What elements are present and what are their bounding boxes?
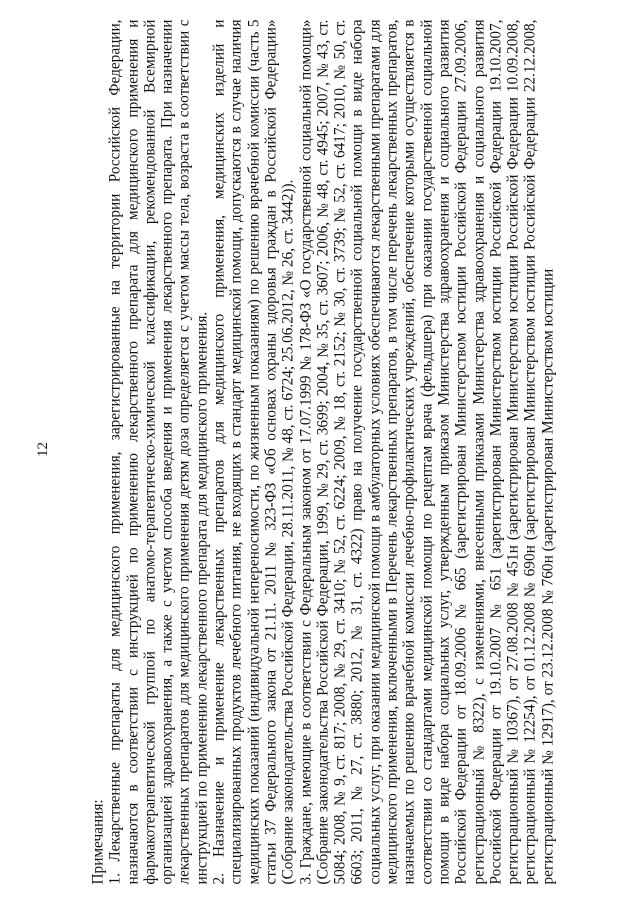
notes-block [89,19,557,885]
note-item-3: 3. Граждане, имеющие в соответствии с Федеральным законом от 17.07.1999 № 178-ФЗ «О государственной социальной помощи» (Собрание законодательства Российской Федерации, 1999, № 29, ст. 3699; 2004, № 35, ст. 3607; 2006, № 48, ст. 4945; 2007, № 43, ст. 5084; 2008, № 9, ст. 817; 2008, № 29, ст. 3410; № 52, ст. 6224; 2009, № 18, ст. 2152; № 30, ст. 3739; № 52, ст. 6417; 2010, № 50, ст. 6603; 2011, № 27, ст. 3880; 2012, № 31, ст. 4322) право на получение государственной социальной помощи в виде набора социальных услуг, при оказании медицинской помощи в амбулаторных условиях обеспечиваются лекарственными препаратами для медицинского применения, включенными в Перечень лекарственных препаратов, в том числе перечень лекарственных препаратов, назначаемых по решению врачебной комиссии лечебно-профилактических учреждений, обеспечение которыми осуществляется в соответствии со стандартами медицинской помощи по рецептам врача (фельдшера) при оказании государственной социальной помощи в виде набора социальных услуг, утвержденным приказом Министерства здравоохранения и социального развития Российской Федерации от 18.09.2006 № 665 (зарегистрирован Министерством юстиции Российской Федерации 27.09.2006, регистрационный № 8322), с изменениями, внесенными приказами Министерства здравоохранения и социального развития Российской Федерации от 19.10.2007 № 651 (зарегистрирован Министерством юстиции Российской Федерации 19.10.2007, регистрационный № 10367), от 27.08.2008 № 451н (зарегистрирован Министерством юстиции Российской Федерации 10.09.2008, регистрационный № 12254), от 01.12.2008 № 690н (зарегистрирован Министерством юстиции Российской Федерации 22.12.2008, регистрационный № 12917), от 23.12.2008 № 760н (зарегистрирован Министерством юстиции [297,19,557,885]
note-item-1: 1. Лекарственные препараты для медицинского применения, зарегистрированные на территории Российской Федерации, назначаются в соответствии с инструкцией по применению лекарственного препарата для медицинского применения и фармакотерапевтической группой по анатомо-терапевтическо-химической классификации, рекомендованной Всемирной организацией здравоохранения, а также с учетом способа введения и применения лекарственного препарата. При назначении лекарственных препаратов для медицинского применения детям доза определяется с учетом массы тела, возраста в соответствии с инструкцией по применению лекарственного препарата для медицинского применения. [106,19,211,885]
page-number: 12 [35,442,51,457]
notes-heading: Примечания: [89,799,107,885]
note-item-2: 2. Назначение и применение лекарственных препаратов для медицинского применения, медицинских изделий и специализированных продуктов лечебного питания, не входящих в стандарт медицинской помощи, допускаются в случае наличия медицинских показаний (индивидуальной непереносимости, по жизненным показаниям) по решению врачебной комиссии (часть 5 статьи 37 Федерального закона от 21.11. 2011 № 323-ФЗ «Об основах охраны здоровья граждан в Российской Федерации» (Собрание законодательства Российской Федерации, 28.11.2011, № 48, ст. 6724; 25.06.2012, № 26, ст. 3442)). [210,19,297,885]
